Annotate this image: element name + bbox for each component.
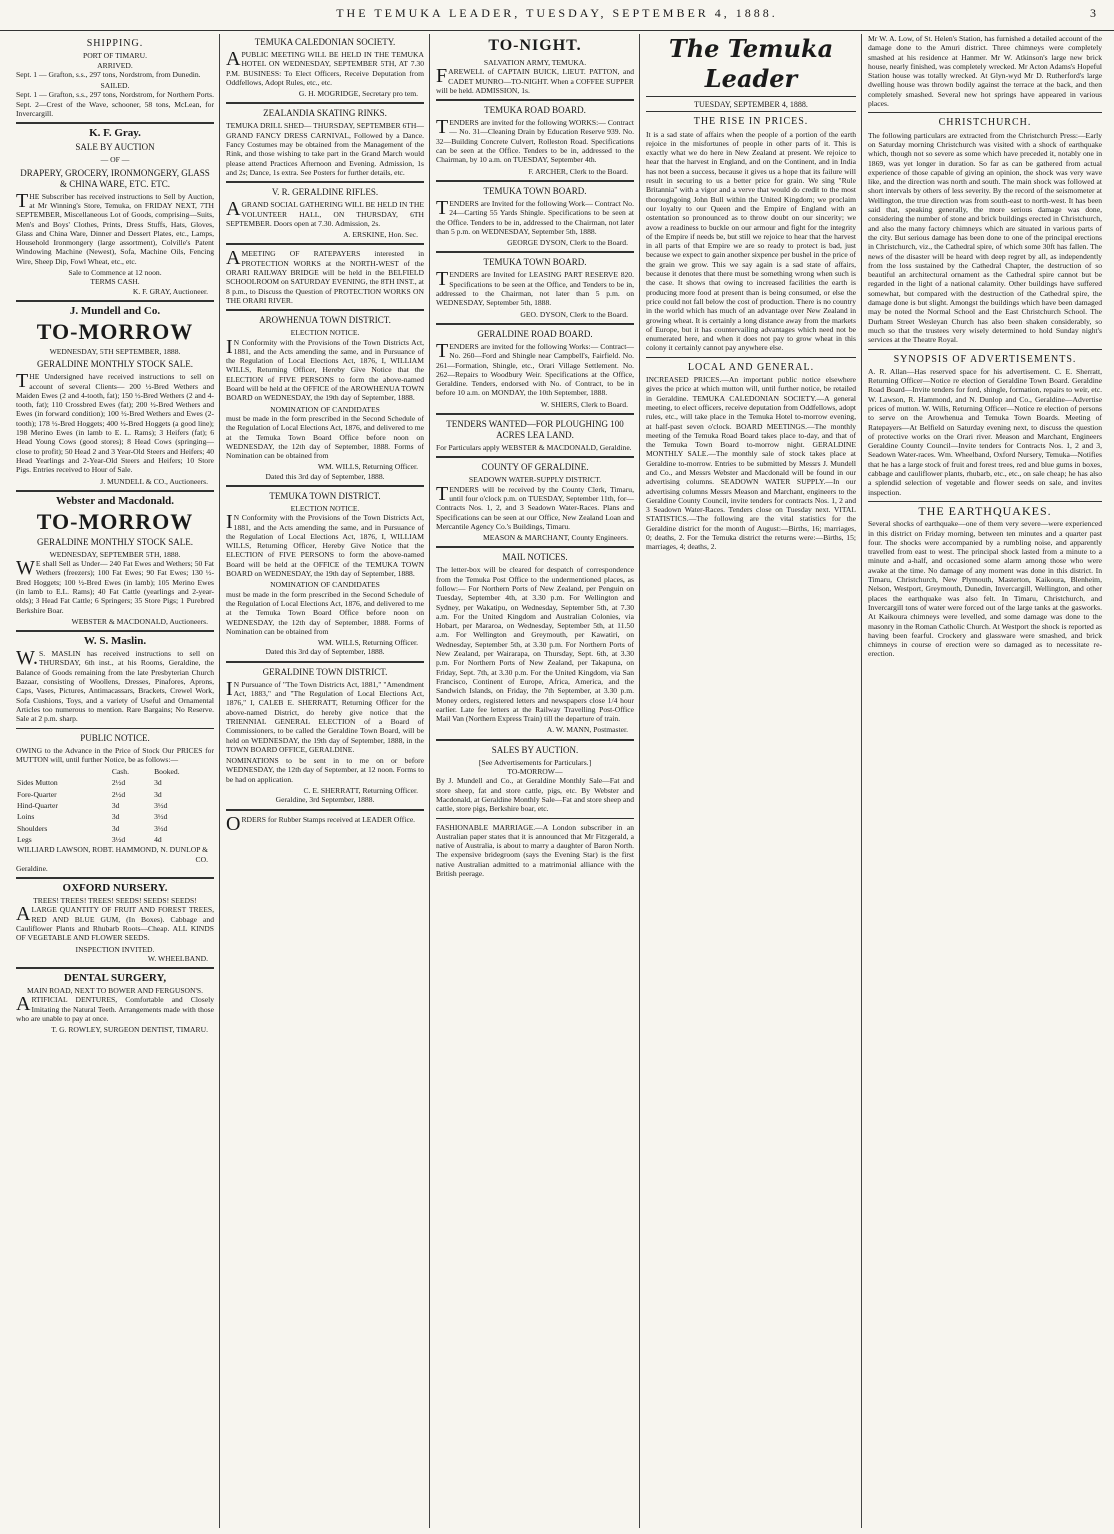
nursery-body: ALARGE QUANTITY OF FRUIT AND FOREST TREES, RED AND BLUE GUM, (In Boxes). Cabbage and Cauliflower Plants and Rhubarb Roots—Cheap. ALL KINDS OF VEGETABLE AND FLOWER SEEDS. <box>16 903 214 943</box>
arrived-text: Sept. 1 — Grafton, s.s., 297 tons, Nordstrom, from Dunedin. <box>16 69 201 79</box>
geraldine-td-body-2: NOMINATIONS to be sent in to me on or before WEDNESDAY, the 12th day of September, at 12 noon. Forms to be had on application. <box>226 756 424 784</box>
mundell-heading: J. Mundell and Co. <box>69 304 161 317</box>
table-cell: 3d <box>154 778 162 788</box>
table-cell: 3d <box>154 789 162 799</box>
election-body: IN Conformity with the Provisions of the Town Districts Act, 1881, and the Acts amending the same, and in Pursuance of the Regulation of Local Elections Act, 1876, I, WILLIAM WILLS, Returning Officer, Hereby Give Notice that the ELECTION of FIVE PERSONS to form the above-named Board will be held at the OFFICE of the AROWHENUA TOWN BOARD on WEDNESDAY, the 19th day of September, 1888. <box>226 335 424 403</box>
column-rule <box>219 34 220 1528</box>
geraldine-td-body: IN Pursuance of "The Town Districts Act, 1881," "Amendment Act, 1883," and "The Regulation of Local Elections Act, 1876," I, CALEB E. SHERRATT, Returning Officer for the above-named District, do hereby give notice that the TRIENNIAL GENERAL ELECTION of a Board of Commissioners, to be called the Geraldine Town Board, will be held on WEDNESDAY, the 19th day of September, 1888, in the TOWN BOARD OFFICE, GERALDINE. <box>226 677 424 754</box>
nomination-heading-2: NOMINATION OF CANDIDATES <box>270 580 380 590</box>
shipping-heading: SHIPPING. <box>86 38 144 49</box>
table-cell: 3½d <box>154 801 168 811</box>
temuka-td-heading: TEMUKA TOWN DISTRICT. <box>269 490 381 501</box>
caledonian-signature: G. H. MOGRIDGE, Secretary pro tem. <box>298 89 418 99</box>
kfgray-of: — OF — <box>100 155 130 165</box>
table-row <box>16 811 214 822</box>
dyson-signature-2: GEO. DYSON, Clerk to the Board. <box>520 309 628 319</box>
column-3 <box>432 34 638 1528</box>
table-header: Cash. <box>111 767 129 777</box>
election-body-2: IN Conformity with the Provisions of the Town Districts Act, 1881, and the Acts amending the same, and in Pursuance of the Regulation of Local Elections Act, 1876, I, WILLIAM WILLS, Returning Officer, Hereby Give Notice that the ELECTION of FIVE PERSONS to form the above-named Board will be held at the OFFICE of the TEMUKA TOWN BOARD on WEDNESDAY, the 19th day of September, 1888. <box>226 511 424 579</box>
seadown-signature: MEASON & MARCHANT, County Engineers. <box>483 533 628 543</box>
nomination-body-2: must be made in the form prescribed in the Second Schedule of the Regulation of Local Elections Act, 1876, and delivered to me at the Temuka Town Board Office before noon on WEDNESDAY, the 12th day of September, 1888. Forms of Nomination can be obtained from <box>226 589 424 636</box>
sales-subheading: [See Advertisements for Particulars.] <box>478 757 592 767</box>
table-row <box>16 834 214 845</box>
kfgray-goods: DRAPERY, GROCERY, IRONMONGERY, GLASS & CHINA WARE, ETC. ETC. <box>20 167 210 189</box>
salvation-body: FAREWELL of CAPTAIN BUICK, LIEUT. PATTON, and CADET MUNRO—TO-NIGHT. When a COFFEE SUPPER will be held. ADMISSION, 1s. <box>436 65 634 95</box>
archer-signature: F. ARCHER, Clerk to the Board. <box>528 166 628 176</box>
public-notice-body: OWING to the Advance in the Price of Stock Our PRICES for MUTTON will, until further Notice, be as follows:— <box>16 745 214 764</box>
table-cell: 2½d <box>111 778 126 788</box>
election-heading-2: ELECTION NOTICE. <box>290 503 360 513</box>
kfgray-time: Sale to Commence at 12 noon. <box>68 268 162 278</box>
tomorrow-date: WEDNESDAY, 5TH SEPTEMBER, 1888. <box>49 346 181 356</box>
sales-heading: SALES BY AUCTION. <box>491 744 579 755</box>
table-header: Booked. <box>154 767 180 777</box>
maslin-heading: W. S. Maslin. <box>83 635 147 648</box>
road-board-body: TENDERS are invited for the following WORKS:— Contract— No. 31—Cleaning Drain by Education Reserve 939. No. 32—Building Concrete Culvert, Rolleston Road. Specifications can be seen at the Office. Tenders to be in, addressed to the Chairman, by 10 a.m. on TUESDAY, September 4th. <box>436 116 634 165</box>
earthquakes-body: Several shocks of earthquake—one of them very severe—were experienced in this district on Friday morning, between ten minutes and a quarter past four. The shocks were accompanied by a rumbling noise, and apparently travelled from east to west. The principal shock lasted from a minute to a minute and a-half, and occasioned some alarm among those who were awake at the time. No damage of any moment was done in this district. In Timaru, Christchurch, New Plymouth, Masterton, Kaikoura, Blenheim, Nelson, Westport, Greymouth, Dunedin, Invercargill, Wellington, and other places the earthquake was also felt. In Timaru, Christchurch, and Invercargill tons of water were forced out of the large tanks at the gasworks. At Kaikoura chimneys were levelled, and some damage was done to the masonry in the Roman Catholic Church. At Westport the shock is reported as having been fearful. Crockery and glassware were smashed, and brick chimneys in course of erection were so damaged as to necessitate re-erection. <box>868 519 1102 659</box>
mutton-price-table <box>16 766 214 845</box>
sherratt-signature: C. E. SHERRATT, Returning Officer. <box>303 786 418 795</box>
rubber-stamps-notice: ORDERS for Rubber Stamps received at LEADER Office. <box>226 812 416 835</box>
sales-tomorrow: TO-MORROW— <box>507 767 563 777</box>
caledonian-heading: TEMUKA CALEDONIAN SOCIETY. <box>254 37 396 47</box>
table-row <box>16 789 214 800</box>
nursery-invite: INSPECTION INVITED. <box>75 944 155 954</box>
dental-heading: DENTAL SURGERY, <box>63 972 167 985</box>
earthquakes-heading: THE EARTHQUAKES. <box>918 503 1052 518</box>
mail-body: The letter-box will be cleared for despatch of correspondence from the Temuka Post Office to the undermentioned places, as follow:— For Northern Ports of New Zealand, per Penguin on Tuesday, September 4th, at 3.30 p.m. For Wellington and Sydney, per Wakatipu, on Wednesday, September 5th, at 7.30 a.m. For the United Kingdom and Australian Colonies, via Hobart, per Mararoa, on Wednesday, September 5th, at 11.50 a.m. For Wellington and Greymouth, per Kawatiri, on Wednesday, September 5th, at 3.30 p.m. For Northern Ports of New Zealand, per Wairarapa, on Thursday, Sept. 6th, at 3.30 p.m. For Northern Ports of New Zealand, per Takapuna, on Friday, Sept. 7th, at 3.30 p.m. For the United Kingdom, via San Francisco, Continent of Europe, Africa, America, and the Sandwich Islands, on Friday, the 7th September, at 3.30 p.m. Money orders, registered letters and newspapers close 1/4 hour earlier. Late fee letters at the Railway Travelling Post-Office Mail Van (Northern Express Train) till the departure of train. <box>436 565 634 724</box>
mann-signature: A. W. MANN, Postmaster. <box>546 725 628 735</box>
synopsis-heading: SYNOPSIS OF ADVERTISEMENTS. <box>893 353 1077 365</box>
election-heading: ELECTION NOTICE. <box>290 328 360 338</box>
fashionable-marriage: FASHIONABLE MARRIAGE.—A London subscriber in an Australian paper states that it is announced that Mr Fitzgerald, a native of Australia, is about to marry a daughter of Baron North. The expensive bridegroom (says the Evening Star) is the first native Australian admitted to a matrimonial alliance with the British peerage. <box>436 822 634 878</box>
sales-body: By J. Mundell and Co., at Geraldine Monthly Sale—Fat and store sheep, fat and store cattle, pigs, etc. By Webster and Macdonald, at Geraldine Monthly Sale—Fat and store sheep and cattle, store pigs, Berkshire boar, etc. <box>436 776 634 814</box>
table-cell: Legs <box>17 834 32 844</box>
amuri-damage-body: Mr W. A. Low, of St. Helen's Station, has furnished a detailed account of the damage done to the Amuri district. Three chimneys were completely smashed at his residence at Hanmer. Mr W. Atkinson's large new brick house, nearly finished, was completely wrecked. Mr Acton Adams's Hopeful Station house was totally wrecked. At Glyn-wyd Mr D. Rutherford's large dwelling house was thrown bodily against the terrace at the back, and then completely smashed. Several new hot springs have appeared in various places. <box>868 34 1102 109</box>
rifles-signature: A. ERSKINE, Hon. Sec. <box>343 230 418 240</box>
masthead-title: THE TEMUKA LEADER, TUESDAY, SEPTEMBER 4, 1888. <box>336 6 778 20</box>
kfgray-sale: SALE BY AUCTION <box>75 142 155 153</box>
seadown-body: TENDERS will be received by the County Clerk, Timaru, until four o'clock p.m. on TUESDAY, September 11th, for— Contracts Nos. 1, 2, and 3 Seadown Water-Races. Plans and Specifications can be seen at our Office, New Zealand Loan and Mercantile Agency Co.'s Buildings, Timaru. <box>436 482 634 531</box>
rifles-heading: V. R. GERALDINE RIFLES. <box>271 187 379 198</box>
skating-body: TEMUKA DRILL SHED— THURSDAY, SEPTEMBER 6TH— GRAND FANCY DRESS CARNIVAL, Followed by a Dance. Fancy Costumes may be obtained from the Management of the Rink, and those wishing to take part in the Grand March would please attend Practices Afternoon and Evening. Admission, 1s and 2s; Dance, 1s extra. See Posters for further details, etc. <box>226 121 424 177</box>
wills-date-2: Dated this 3rd day of September, 1888. <box>265 647 385 657</box>
sailed-label: SAILED. <box>100 81 130 91</box>
page-masthead <box>0 0 1114 31</box>
town-board-heading-2: TEMUKA TOWN BOARD. <box>483 257 587 268</box>
nomination-body: must be made in the form prescribed in the Second Schedule of the Regulation of Local Elections Act, 1876, and delivered to me at the Temuka Town Board Office before noon on WEDNESDAY, the 12th day of September, 1888. Forms of Nomination can be obtained from <box>226 413 424 461</box>
column-rule <box>429 34 430 1528</box>
table-cell: 3d <box>111 801 120 811</box>
geraldine-sale-heading-2: GERALDINE MONTHLY STOCK SALE. <box>36 536 194 547</box>
table-cell: Fore-Quarter <box>17 789 57 799</box>
christchurch-body: The following particulars are extracted from the Christchurch Press:—Early on Saturday morning Christchurch was visited with a shock of earthquake which, though not so severe as some which have preceded it, notably one in 1869, was yet longer in duration. So far as can be gathered from actual experience of those capable of giving an opinion, the shock was very wave like, and the direction was north and south. The main shock was followed at short intervals by others of less severity. By the record of the seismometer at Wellington, the true direction was from south-east to north-west. It has been said that, speaking generally, the more serious damage was done, considering the number of stone and brick buildings erected in Christchurch, and also the many factory chimneys which are situated in various parts of the city. But serious damage has been done to one of the principal erections in Christchurch, viz., the Cathedral spire, of which some 30ft has fallen. The news of the disaster will be heard with deep regret by all, as independently from the loss sustained by the Cathedral Chapter, the destruction of so beautiful an architectural ornament as the Cathedral spire cannot but be regarded in the light of a national calamity. Other buildings have suffered somewhat, but compared with the destruction of the Cathedral spire, the damage done is but slight. Amongst the buildings which have been damaged may be noted the Normal School and the East Christchurch School. The Durham Street Wesleyan Church has also been shaken considerably, so much so that the trustees very wisely determined to hold Sunday night's services at the Theatre Royal. <box>868 130 1102 345</box>
column-2 <box>222 34 428 1528</box>
nomination-heading: NOMINATION OF CANDIDATES <box>270 404 380 414</box>
geraldine-label: Geraldine. <box>16 863 48 873</box>
port-heading: PORT OF TIMARU. <box>82 51 148 61</box>
newspaper-nameplate: The Temuka Leader <box>646 34 856 97</box>
table-cell: 3½d <box>154 823 168 833</box>
dental-body: ARTIFICIAL DENTURES, Comfortable and Closely Imitating the Natural Teeth. Arrangements made with those who are unable to pay at once. <box>16 993 214 1024</box>
tomorrow-title: TO-MORROW <box>36 318 194 344</box>
kfgray-terms: TERMS CASH. <box>90 277 140 287</box>
table-cell: Hind-Quarter <box>17 801 58 811</box>
column-rule <box>639 34 640 1528</box>
column-4 <box>642 34 860 1528</box>
table-cell: 4d <box>154 834 162 844</box>
table-cell: 3½d <box>154 812 168 822</box>
tomorrow-title-2: TO-MORROW <box>36 508 194 534</box>
kfgray-body: THE Subscriber has received instructions to Sell by Auction, at Mr Winning's Store, Temuka, on FRIDAY NEXT, 7TH SEPTEMBER, Miscellaneous Lot of Goods, comprising—Suits, Men's and Boys' Clothes, Prints, Dress Stuffs, Hats, Gloves, Glass and China Ware, Dinner and Dessert Plates, etc., Lamps, Household Ironmongery (large assortment), Colville's Patent Windowing Machine (Newest), Sofa, Machine Oils, Fencing Wire, Sheep Dip, Fowl Wheat, etc., etc. <box>16 189 214 266</box>
table-cell: 3½d <box>111 834 126 844</box>
sherratt-date: Geraldine, 3rd September, 1888. <box>275 795 375 805</box>
shiers-signature: W. SHIERS, Clerk to Board. <box>540 399 628 409</box>
geraldine-rb-body: TENDERS are invited for the following Works:— Contract— No. 260—Ford and Shingle near Campbell's, Fairfield. No. 261—Formation, Shingle, etc., Orari Village Settlement. No. 262—Repairs to Woodbury Weir. Specifications at the Office, Geraldine. Tenders, endorsed with No. of Contract, to be in before 10 a.m. on MONDAY, the 10th September, 1888. <box>436 339 634 398</box>
column-rule <box>861 34 862 1528</box>
maslin-body: W.S. MASLIN has received instructions to sell on THURSDAY, 6th inst., at his Rooms, Geraldine, the Balance of Goods remaining from the late Presbyterian Church Bazaar, consisting of Woollens, Dresses, Pinafores, Aprons, Caps, Vases, Pictures, Antimacassars, Brackets, Crewel Work, Sofa Cushions, Toys, and a variety of Useful and Ornamental Articles too numerous to mention. Rare Bargains; No Reserve. Sale at 2 p.m. sharp. <box>16 647 214 724</box>
wills-signature: WM. WILLS, Returning Officer. <box>317 462 418 472</box>
mail-heading: MAIL NOTICES. <box>502 552 568 563</box>
table-cell: Loins <box>17 812 35 822</box>
rise-heading: THE RISE IN PRICES. <box>693 116 809 128</box>
nursery-trees: TREES! TREES! TREES! SEEDS! SEEDS! SEEDS! <box>33 896 197 906</box>
table-header <box>16 766 111 777</box>
webster-date: WEDNESDAY, SEPTEMBER 5TH, 1888. <box>49 549 181 559</box>
webster-body: WE shall Sell as Under— 240 Fat Ewes and Wethers; 50 Fat Wethers (freezers); 100 Fat Ewes; 90 Fat Ewes; 130 ½-Bred Hoggets; 100 ½-Bred Ewes (in lamb); 105 Merino Ewes (in lamb to E.L. Rams); 40 Fat Cattle (yearlings and 2-year-olds); 3 Head Fat Cattle; 6 Springers; 35 Store Pigs; 1 Purebred Berkshire Boar. <box>16 557 214 615</box>
table-cell: Shoulders <box>17 823 48 833</box>
tonight-heading: TO-NIGHT. <box>488 37 582 54</box>
town-board-heading: TEMUKA TOWN BOARD. <box>483 185 587 196</box>
wills-signature-2: WM. WILLS, Returning Officer. <box>317 638 418 648</box>
table-cell: 3d <box>111 823 120 833</box>
geraldine-td-heading: GERALDINE TOWN DISTRICT. <box>262 666 388 677</box>
public-notice-heading: PUBLIC NOTICE. <box>80 732 150 743</box>
plough-heading: TENDERS WANTED—FOR PLOUGHING 100 ACRES LEA LAND. <box>446 419 624 441</box>
column-5 <box>864 34 1106 1528</box>
table-row <box>16 823 214 834</box>
column-1 <box>12 34 218 1528</box>
road-board-heading: TEMUKA ROAD BOARD. <box>484 105 586 116</box>
christchurch-heading: CHRISTCHURCH. <box>938 117 1032 129</box>
dental-subheading: MAIN ROAD, NEXT TO BOWER AND FERGUSON'S. <box>26 986 204 996</box>
nursery-signature: W. WHEELBAND. <box>147 953 208 963</box>
geraldine-sale-heading: GERALDINE MONTHLY STOCK SALE. <box>36 359 194 370</box>
synopsis-body: A. R. Allan—Has reserved space for his advertisement. C. E. Sherratt, Returning Officer—Notice re election of Geraldine Town Board. Geraldine Road Board—Invite tenders for ford, shingle, formation, repairs to weir, etc. W. Lawson, R. Hammond, and N. Dunlop and Co., Geraldine—Advertise prices of mutton. W. Wills, Returning Officer—Notice re election of persons to serve on the Arowhenua and Temuka Town Boards. Meeting of Ratepayers—At Belfield on Saturday evening next, to discuss the question of protective works on the Orari river. Meason and Marchant, Engineers Geraldine County Council—Invite tenders for Contracts Nos. 1, 2 and 3, Seadown Water-races. Wm. Wheelband, Oxford Nursery, Temuka—Notifies that he has a large stock of fruit and forest trees, red and blue gums in boxes, cabbage and cauliflower plants, rhubarb, etc., etc., on sale cheap; he has also a splendid selection of vegetable and flower seeds on sale, and invites inspection. <box>868 366 1102 497</box>
mundell-body: THE Undersigned have received instructions to sell on account of several Clients— 200 ½-Bred Wethers and Maiden Ewes (2 and 4-tooth, fat); 150 ½-Bred Wethers (2 and 4-tooth, fat); 110 Crossbred Ewes (fat); 200 ½-Bred Wethers and Ewes (in forward condition); 100 ½-Bred Wethers and Ewes (2-tooth); 178 ½-Bred Hoggets; 400 ½-Bred Hoggets (a good line); 198 Merino Ewes (in lamb to E. L. Rams); 3 Heifers (fat); 6 Head Young Cows (good stores); 8 Head Cows (springing—close to profit); 50 Head 2 and 3 Year-Old Steers and Heifers; 40 Head Yearlings and 2-Year-Old Steers and Heifers; 10 Store Pigs. Entries received to Hour of Sale. <box>16 370 214 475</box>
rise-body: It is a sad state of affairs when the people of a portion of the earth rejoice in the misfortunes of people in other parts of it. This is exactly what we do here in New Zealand at present. We rejoice to hear that the harvest in England, and on the Continent, and in India has not been a success, because it gives us a hope that its failure will result in securing to us a better price for grain. We sing "Rule Britannia" with a vigor and a verve that would do credit to the most thoroughgoing John Bull within the United Kingdom; we proclaim our loyalty to our Queen and the Empire of England with an ostentation so pronounced as to throw doubt on our sincerity; we avow a readiness to buckle on our armour and fight for the integrity of the Empire if needs be, but still we rejoice to hear that the harvest in all parts of that Empire we are so ready to protect is bad, just because we expect to gain another sixpence per bushel in the price of the grain we grow. This we say again is a sad state of affairs, because it denotes that there must be something wrong when such is the case. It shows that owing to increased facilities the earth is producing more food at present than is being consumed, or else the price could not fall below the cost of production. There is no country in the world which has much of an advantage over New Zealand in growing wheat. It is certainly a long distance away from the markets of Europe, but it has countervailing advantages which need not be enumerated here, and when it does not pay to grow wheat in this colony it certainly cannot pay anywhere else. <box>646 129 857 353</box>
town-board-body-2: TENDERS are Invited for LEASING PART RESERVE 820. Specifications to be seen at the Office, and Tenders to be in, addressed to the Chairman, not later than 5 p.m. on WEDNESDAY, September 5th, 1888. <box>436 268 634 308</box>
arowhenua-heading: AROWHENUA TOWN DISTRICT. <box>259 315 391 326</box>
sailed-text: Sept. 1 — Grafton, s.s., 297 tons, Nordstrom, for Northern Ports. Sept. 2—Crest of the Wave, schooner, 58 tons, McLean, for Invercargill. <box>16 90 214 119</box>
ratepayers-body: AMEETING OF RATEPAYERS interested in PROTECTION WORKS at the NORTH-WEST of the ORARI RAILWAY BRIDGE will be held in the BELFIELD SCHOOLROOM on SATURDAY EVENING, the 8TH INST., at 8 p.m., to Discuss the Question of PROTECTION WORKS ON THE ORARI RIVER. <box>226 247 424 305</box>
rifles-body: AGRAND SOCIAL GATHERING WILL BE HELD IN THE VOLUNTEER HALL, ON THURSDAY, 6TH SEPTEMBER. Doors open at 7.30. Admission, 2s. <box>226 198 424 228</box>
local-general-heading: LOCAL AND GENERAL. <box>687 361 815 373</box>
town-board-body: TENDERS are Invited for the following Work— Contract No. 24—Carting 55 Yards Shingle. Specifications to be seen at the Office. Tenders to be in, addressed to the Chairman, not later than 5 p.m. on WEDNESDAY, September 5th, 1888. <box>436 196 634 236</box>
page-number: 3 <box>1090 6 1096 20</box>
table-row <box>16 800 214 811</box>
public-notice-signature: WILLIARD LAWSON, ROBT. HAMMOND, N. DUNLOP & CO. <box>17 845 208 864</box>
dateline: TUESDAY, SEPTEMBER 4, 1888. <box>646 99 856 112</box>
county-heading: COUNTY OF GERALDINE. <box>481 462 589 473</box>
table-cell: 3d <box>111 812 120 822</box>
skating-heading: ZEALANDIA SKATING RINKS. <box>263 108 387 119</box>
table-row <box>16 777 214 788</box>
dental-signature: T. G. ROWLEY, SURGEON DENTIST, TIMARU. <box>51 1025 208 1035</box>
table-cell: 2½d <box>111 789 126 799</box>
caledonian-body: APUBLIC MEETING WILL BE HELD IN THE TEMUKA HOTEL ON WEDNESDAY, SEPTEMBER 5TH, AT 7.30 P.M. BUSINESS: To Elect Officers, Receive Deputation from Oddfellows, Adopt Rules, etc., etc. <box>226 48 424 87</box>
salvation-heading: SALVATION ARMY, TEMUKA. <box>483 58 587 67</box>
local-general-body: INCREASED PRICES.—An important public notice elsewhere gives the price at which mutton will, until further notice, be retailed in Geraldine. TEMUKA CALEDONIAN SOCIETY.—A general meeting, to elect officers, receive deputation from Oddfellows, adopt rules, etc., will take place in the Temuka Hotel to-morrow evening, at half-past seven o'clock. BOARD MEETINGS.—The monthly meeting of the Temuka Road Board takes place to-day, and that of the Temuka Town Board to-morrow night. GERALDINE MONTHLY SALE.—The monthly sale of stock takes place at Geraldine to-morrow. Entries to be submitted by Messrs J. Mundell and Co., and Messrs Webster and Macdonald will be found in our advertising columns. SEADOWN WATER SUPPLY.—In our advertising columns Messrs Meason and Marchant, engineers to the Geraldine County Council, invite tenders for contracts Nos. 1, 2 and 3 Seadown Water-Races. Tenders close on Tuesday next. VITAL STATISTICS.—The following are the vital statistics for the Geraldine district for the month of August:—Births, 16; marriages, 0; deaths, 2. For the Temuka district the returns were:—Births, 15; marriages, 4; deaths, 2. <box>646 375 856 552</box>
kfgray-signature: K. F. GRAY, Auctioneer. <box>132 286 208 296</box>
nursery-heading: OXFORD NURSERY. <box>62 882 168 895</box>
seadown-heading: SEADOWN WATER-SUPPLY DISTRICT. <box>468 475 602 485</box>
plough-body: For Particulars apply WEBSTER & MACDONALD, Geraldine. <box>436 443 632 453</box>
dyson-signature: GEORGE DYSON, Clerk to the Board. <box>507 238 628 248</box>
table-cell: Sides Mutton <box>17 778 58 788</box>
geraldine-rb-heading: GERALDINE ROAD BOARD. <box>477 328 593 339</box>
wills-date: Dated this 3rd day of September, 1888. <box>265 471 385 481</box>
kfgray-heading: K. F. Gray. <box>89 127 141 140</box>
mundell-signature: J. MUNDELL & CO., Auctioneers. <box>100 476 208 486</box>
webster-signature: WEBSTER & MACDONALD, Auctioneers. <box>71 616 208 626</box>
webster-heading: Webster and Macdonald. <box>55 494 175 507</box>
arrived-label: ARRIVED. <box>97 60 133 70</box>
